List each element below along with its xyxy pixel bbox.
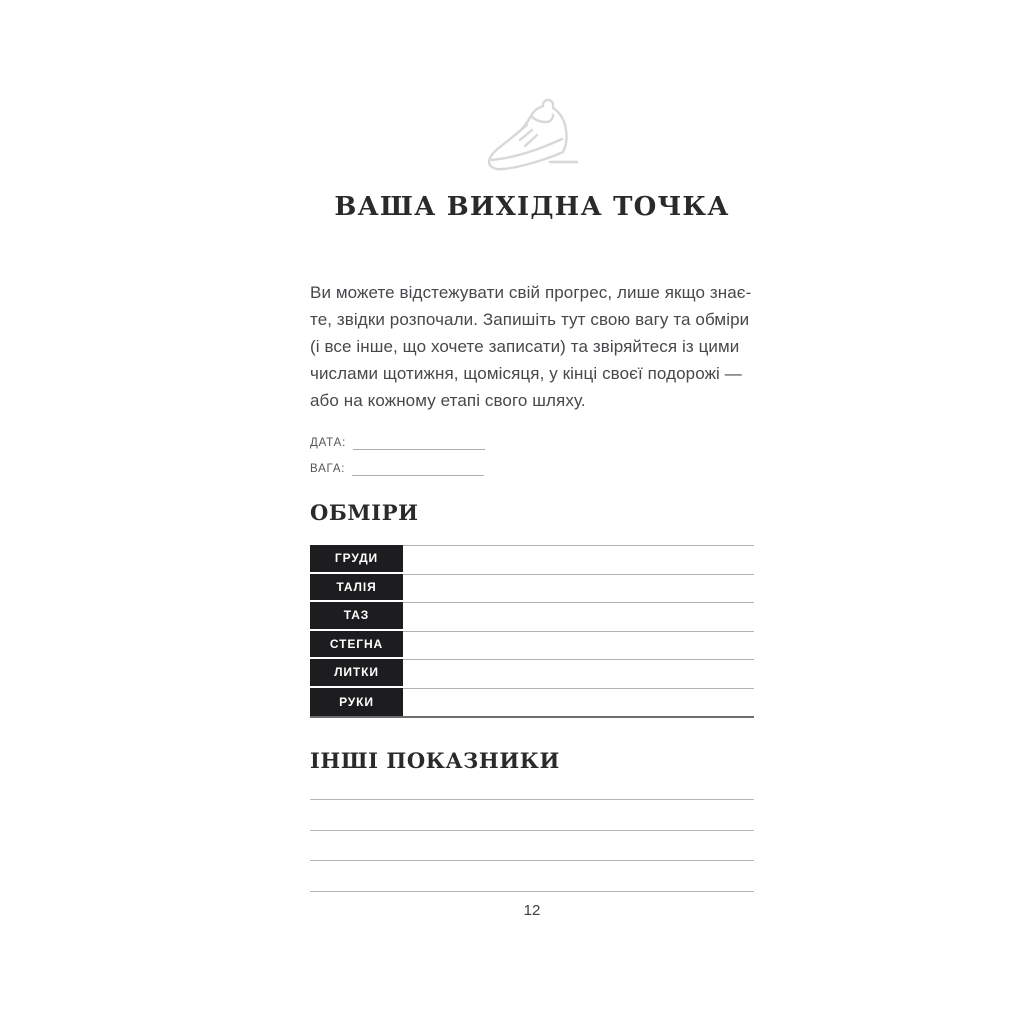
- other-indicators-lines: [310, 770, 754, 892]
- date-field: [310, 436, 485, 450]
- weight-write-line: [352, 462, 484, 476]
- weight-field: [310, 462, 484, 476]
- intro-line: те, звідки розпочали. Запишіть тут свою вагу та обміри: [310, 310, 750, 329]
- table-row: [310, 631, 754, 660]
- content-column: [310, 0, 754, 1024]
- row-label: ГРУДИ: [310, 545, 403, 572]
- intro-line: Ви можете відстежувати свій прогрес, лише якщо знає-: [310, 283, 752, 302]
- row-value-line: [403, 545, 754, 574]
- intro-paragraph: [310, 279, 770, 414]
- sneaker-icon: [310, 94, 754, 182]
- row-value-line: [403, 688, 754, 717]
- row-label: РУКИ: [310, 688, 403, 717]
- weight-label: ВАГА:: [310, 463, 346, 475]
- row-value-line: [403, 602, 754, 631]
- other-indicators-heading: ІНШІ ПОКАЗНИКИ: [310, 748, 560, 773]
- row-label: ТАЗ: [310, 602, 403, 629]
- writing-line: [310, 831, 754, 861]
- writing-line: [310, 800, 754, 830]
- row-label: ТАЛІЯ: [310, 574, 403, 601]
- date-write-line: [353, 436, 485, 450]
- row-label: СТЕГНА: [310, 631, 403, 658]
- row-value-line: [403, 631, 754, 660]
- intro-line: або на кожному етапі свого шляху.: [310, 391, 586, 410]
- row-label: ЛИТКИ: [310, 659, 403, 686]
- table-row: [310, 602, 754, 631]
- page-title: ВАША ВИХІДНА ТОЧКА: [334, 192, 730, 222]
- table-row: [310, 574, 754, 603]
- intro-line: (і все інше, що хочете записати) та звіряйтеся із цими: [310, 337, 740, 356]
- date-label: ДАТА:: [310, 437, 347, 449]
- row-value-line: [403, 659, 754, 688]
- row-value-line: [403, 574, 754, 603]
- writing-line: [310, 770, 754, 800]
- table-row: [310, 688, 754, 717]
- measurements-heading: ОБМІРИ: [310, 500, 419, 525]
- table-row: [310, 659, 754, 688]
- intro-line: числами щотижня, щомісяця, у кінці своєї подорожі —: [310, 364, 742, 383]
- measurements-table: [310, 545, 754, 718]
- page-number: 12: [523, 902, 541, 919]
- table-row: [310, 545, 754, 574]
- writing-line: [310, 861, 754, 891]
